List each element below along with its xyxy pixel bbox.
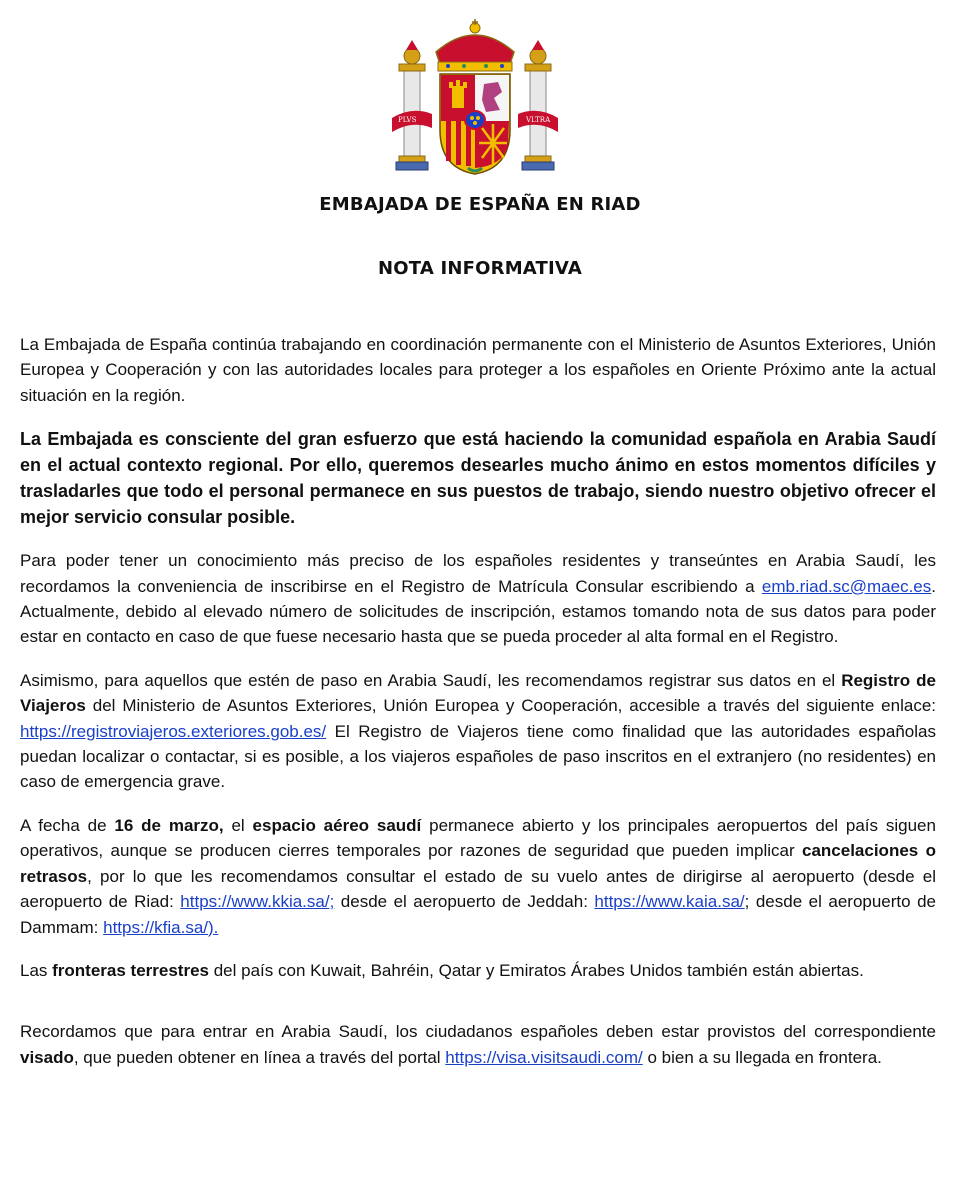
document-body [20,332,936,1088]
registro-viajeros-link[interactable]: https://registroviajeros.exteriores.gob.es/ [20,721,327,741]
bold-registro-viajeros: Registro de Viajeros [20,670,936,716]
bold-date: 16 de marzo, [114,815,224,835]
text-span: Asimismo, para aquellos que estén de paso en Arabia Saudí, les recomendamos registrar sus datos en el [20,670,842,690]
bold-visa: visado [20,1047,74,1067]
paragraph-encouragement [20,426,936,530]
motto-left: PLVS [398,116,417,124]
paragraph-airspace [20,813,936,940]
paragraph-encouragement-text: La Embajada es consciente del gran esfuerzo que está haciendo la comunidad española en Arabia Saudí en el actual contexto regional. Por ello, queremos desearles mucho ánimo en estos momentos difíciles y trasladarles que todo el personal permanece en sus puestos de trabajo, siendo nuestro objetivo ofrecer el mejor servicio consular posible. [20,429,936,528]
text-span: Para poder tener un conocimiento más preciso de los españoles residentes y transeúntes en Arabia Saudí, les recordamos la conveniencia de inscribirse en el Registro de Matrícula Consular escribiendo a [20,551,936,596]
document-type-title: NOTA INFORMATIVA [378,258,582,279]
coat-of-arms-of-spain-icon [386,18,564,178]
text-span: el [223,815,253,835]
text-span: A fecha de [20,815,115,835]
email-link[interactable]: emb.riad.sc@maec.es [761,576,932,596]
text-span: El Registro de Viajeros tiene como finalidad que las autoridades españolas puedan localizar o contactar, si es posible, a los viajeros españoles de paso inscritos en el extranjero (no residentes) en caso de emergencia grave. [20,721,936,792]
visa-portal-link[interactable]: https://visa.visitsaudi.com/ [445,1047,643,1067]
text-span: o bien a su llegada en frontera. [642,1047,882,1067]
dammam-airport-link[interactable]: https://kfia.sa/). [103,917,219,937]
text-span: , por lo que les recomendamos consultar el estado de su vuelo antes de dirigirse al aeropuerto (desde el aeropuerto de Riad: [20,866,936,912]
paragraph-visa [20,1019,936,1070]
text-span: . Actualmente, debido al elevado número de solicitudes de inscripción, estamos tomando nota de sus datos para poder estar en contacto en caso de que fuese necesario hasta que se pueda proceder al alta formal en el Registro. [20,576,936,647]
paragraph-intro: La Embajada de España continúa trabajando en coordinación permanente con el Ministerio de Asuntos Exteriores, Unión Europea y Cooperación y con las autoridades locales para proteger a los españoles en Oriente Próximo ante la actual situación en la región. [20,335,936,405]
paragraph-consular-registry [20,548,936,650]
motto-right: VLTRA [526,116,551,124]
text-span: Recordamos que para entrar en Arabia Saudí, los ciudadanos españoles deben estar provistos del correspondiente [20,1022,936,1042]
text-span: del Ministerio de Asuntos Exteriores, Unión Europea y Cooperación, accesible a través del siguiente enlace: [85,696,936,716]
paragraph-land-borders [20,958,936,983]
paragraph-travelers-registry [20,668,936,795]
bold-airspace: espacio aéreo saudí [252,815,422,835]
jeddah-airport-link[interactable]: https://www.kaia.sa/ [594,892,745,912]
text-span: , que pueden obtener en línea a través del portal [73,1047,446,1067]
text-span: Las [20,960,53,980]
riyadh-airport-link[interactable]: https://www.kkia.sa/; [180,892,335,912]
text-span: ; desde el aeropuerto de Dammam: [20,892,936,937]
embassy-title: EMBAJADA DE ESPAÑA EN RIAD [319,194,641,215]
text-span: del país con Kuwait, Bahréin, Qatar y Emiratos Árabes Unidos también están abiertas. [209,960,864,980]
bold-land-borders: fronteras terrestres [52,960,209,980]
text-span: desde el aeropuerto de Jeddah: [334,892,595,912]
text-span: permanece abierto y los principales aeropuertos del país siguen operativos, aunque se producen cierres temporales por razones de seguridad que pueden implicar [20,815,936,861]
bold-cancellations: cancelaciones o retrasos [20,841,936,886]
